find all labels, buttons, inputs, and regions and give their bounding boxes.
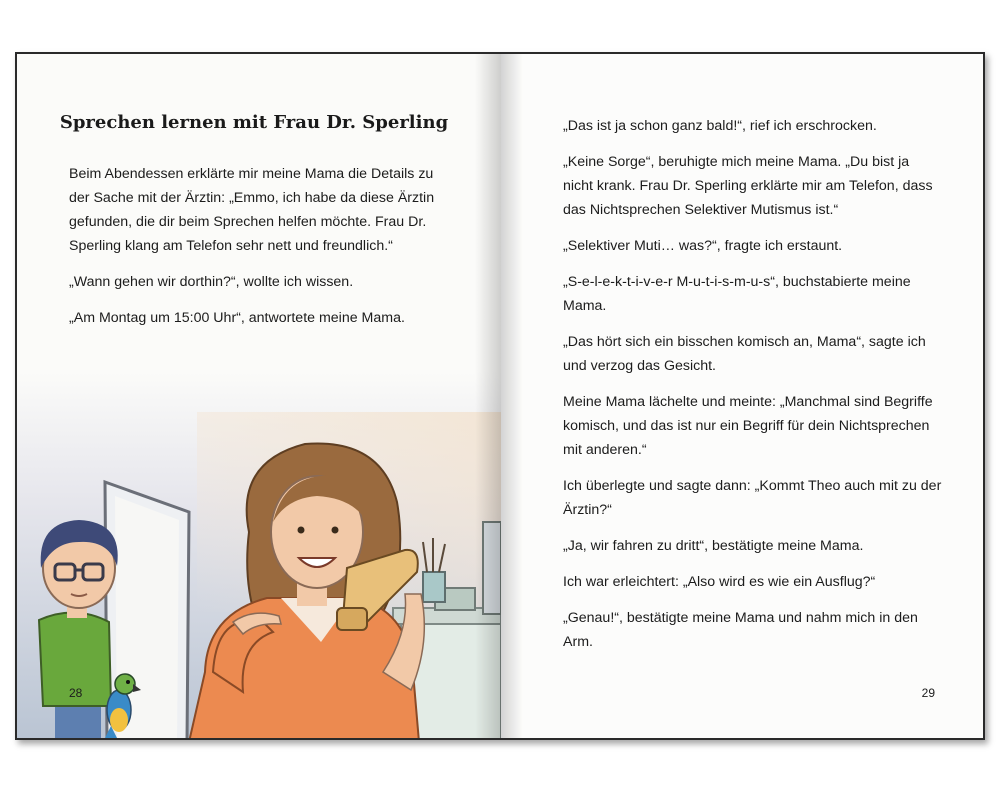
right-page-text — [563, 114, 943, 666]
paragraph: „Das hört sich ein bisschen komisch an, Mama“, sagte ich und verzog das Gesicht. — [563, 334, 926, 374]
paragraph: „Keine Sorge“, beruhigte mich meine Mama. „Du bist ja nicht krank. Frau Dr. Sperling erklärte mir am Telefon, dass das Nichtsprechen Selektiver Mutismus ist.“ — [563, 154, 933, 218]
chapter-title: Sprechen lernen mit Frau Dr. Sperling — [59, 112, 449, 133]
page-number-right: 29 — [921, 686, 935, 700]
pencil-cup — [423, 572, 445, 602]
paragraph: „Am Montag um 15:00 Uhr“, antwortete meine Mama. — [69, 310, 405, 326]
open-book — [15, 52, 985, 740]
paragraph: Ich überlegte und sagte dann: „Kommt Theo auch mit zu der Ärztin?“ — [563, 478, 942, 518]
page-number-left: 28 — [69, 686, 83, 700]
paragraph: Ich war erleichtert: „Also wird es wie ein Ausflug?“ — [563, 574, 876, 590]
paragraph: „Genau!“, bestätigte meine Mama und nahm mich in den Arm. — [563, 610, 918, 650]
paragraph: „Selektiver Muti… was?“, fragte ich erstaunt. — [563, 238, 843, 254]
paragraph: „S-e-l-e-k-t-i-v-e-r M-u-t-i-s-m-u-s“, buchstabierte meine Mama. — [563, 274, 911, 314]
right-page — [501, 54, 983, 738]
spine-shadow — [501, 54, 523, 738]
left-page-text — [69, 162, 439, 342]
illustration — [17, 372, 501, 738]
boy-character — [39, 520, 118, 738]
paragraph: „Ja, wir fahren zu dritt“, bestätigte meine Mama. — [563, 538, 864, 554]
paragraph: „Das ist ja schon ganz bald!“, rief ich erschrocken. — [563, 118, 877, 134]
paragraph: „Wann gehen wir dorthin?“, wollte ich wissen. — [69, 274, 354, 290]
paragraph: Beim Abendessen erklärte mir meine Mama die Details zu der Sache mit der Ärztin: „Emmo, ich habe da diese Ärztin gefunden, die dir beim Sprechen helfen möchte. Frau Dr. Sperling klang am Telefon sehr nett und freundlich.“ — [69, 166, 435, 254]
paragraph: Meine Mama lächelte und meinte: „Manchmal sind Begriffe komisch, und das ist nur ein Begriff für dein Nichtsprechen mit anderen.“ — [563, 394, 933, 458]
left-page — [17, 54, 501, 738]
